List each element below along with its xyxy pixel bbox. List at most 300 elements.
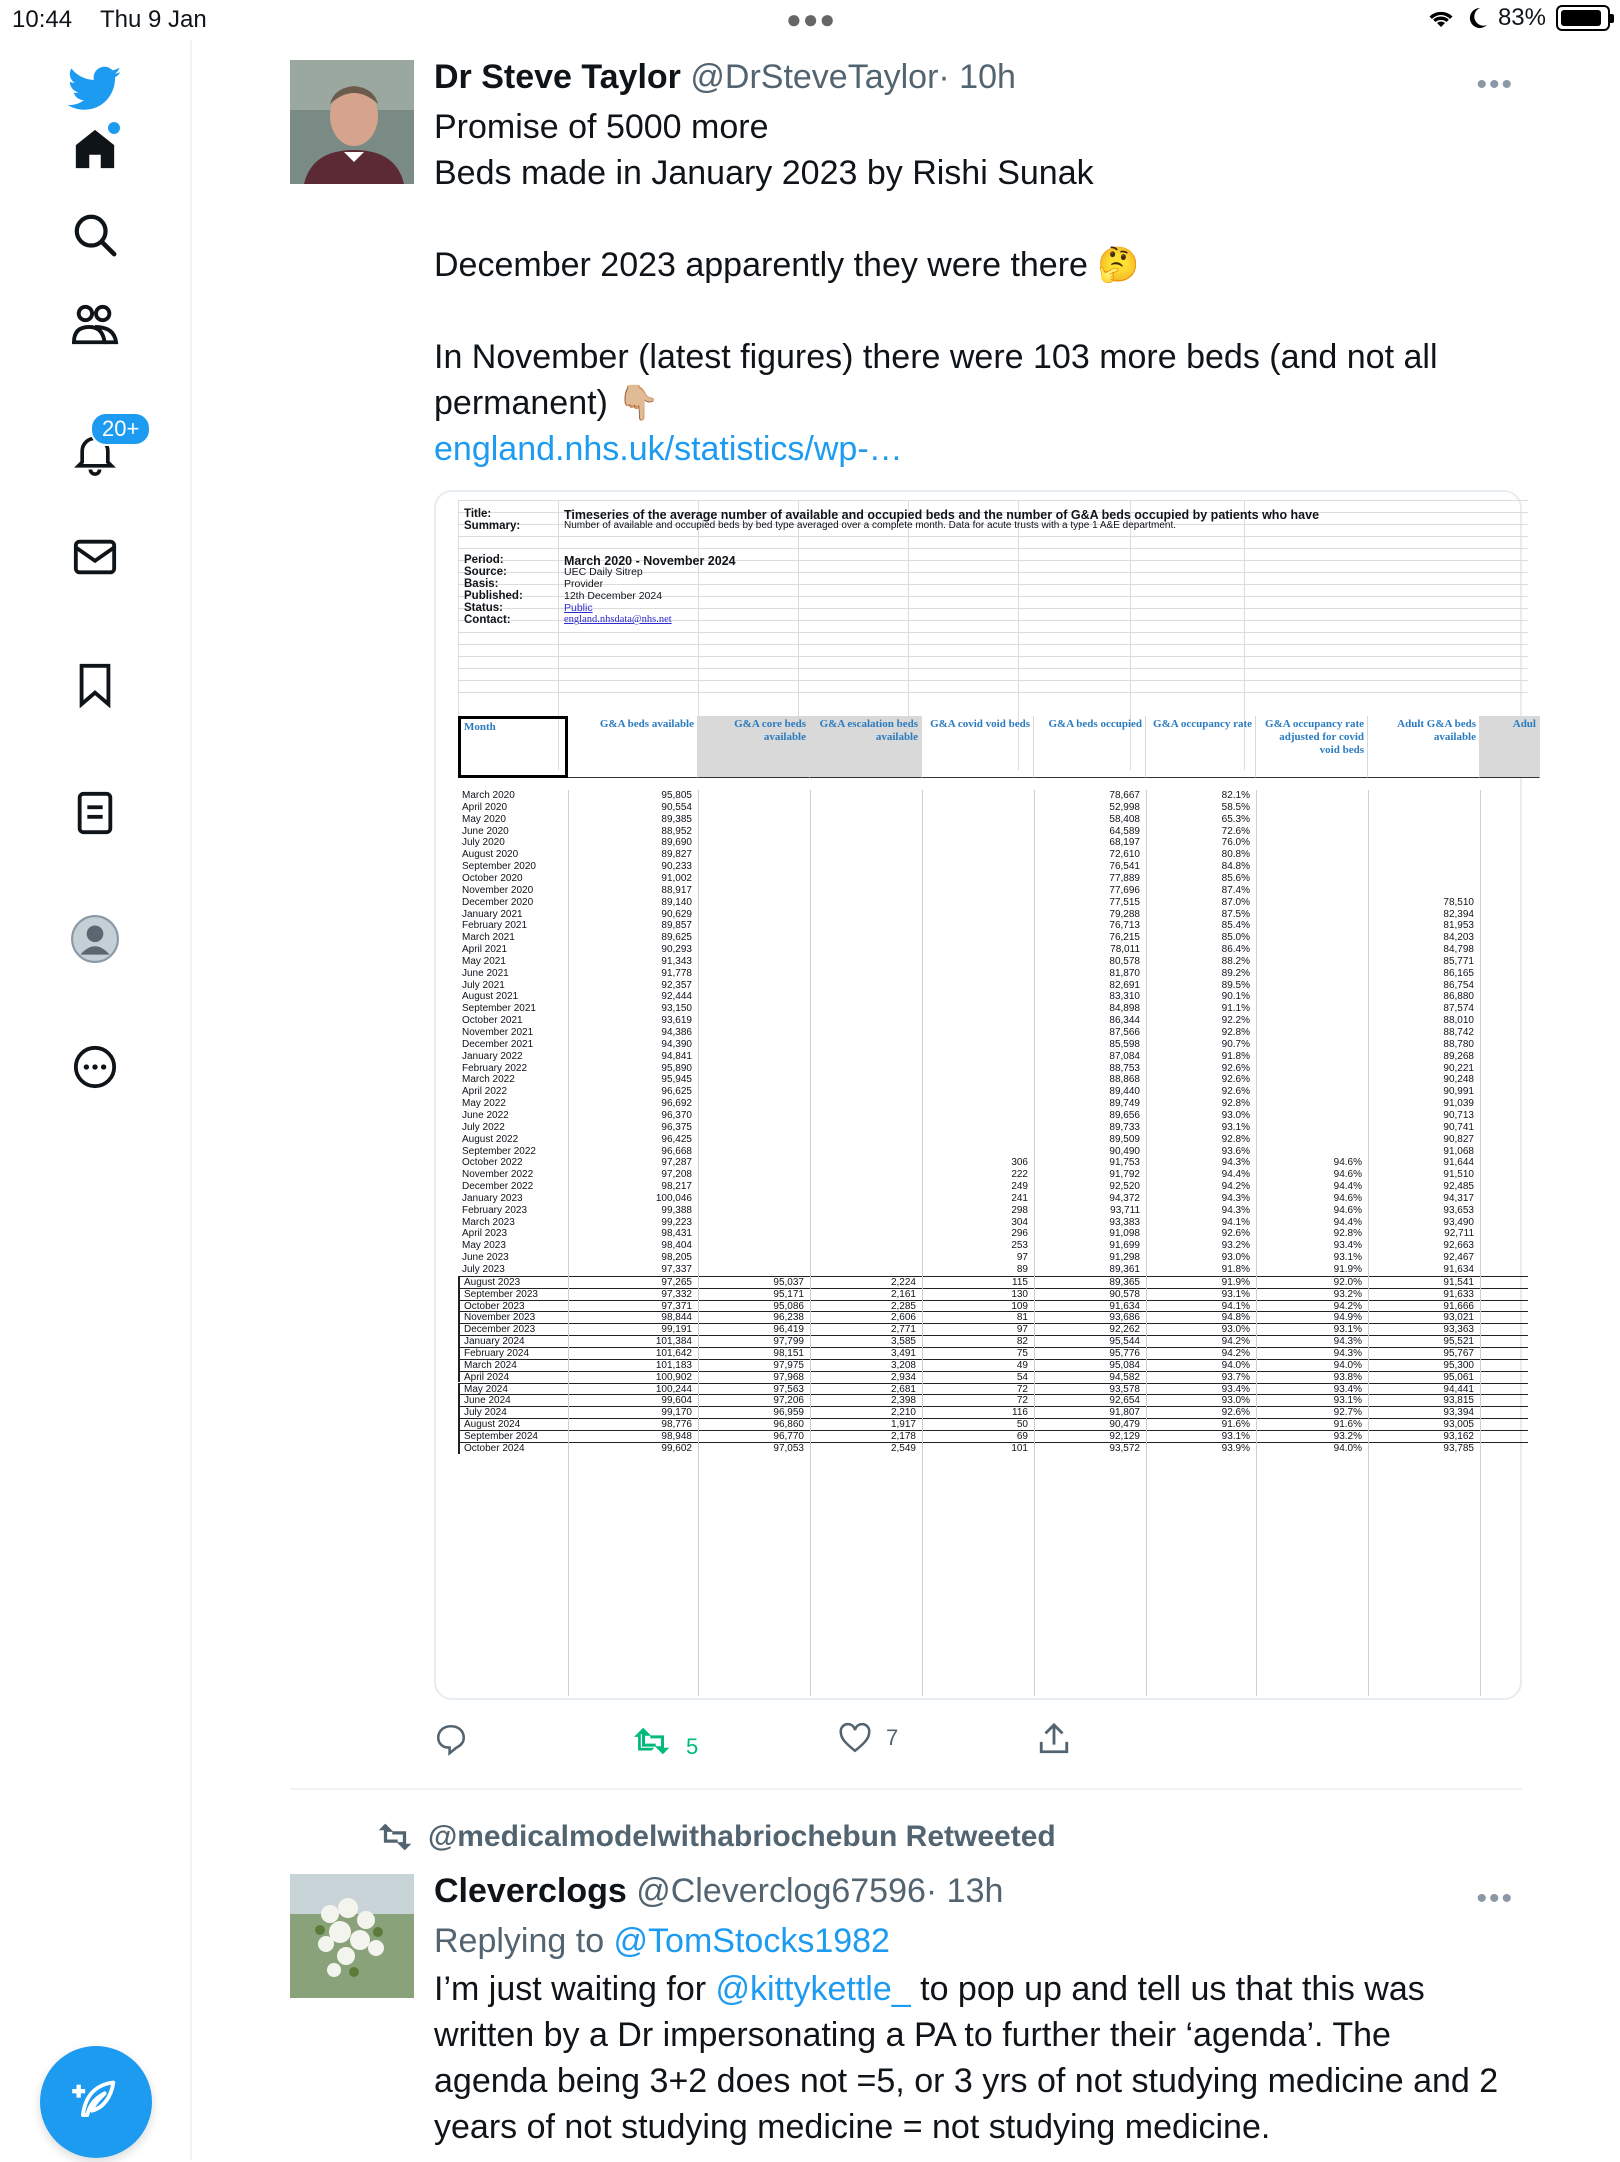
sheet-cell: 91,039 (1443, 1098, 1474, 1110)
sheet-cell: July 2022 (462, 1121, 505, 1133)
more-nav[interactable] (62, 1034, 128, 1100)
bookmark-icon (77, 662, 113, 708)
sheet-cell: February 2023 (462, 1204, 528, 1216)
sheet-cell: 3,208 (890, 1359, 916, 1371)
sheet-cell: 81 (1016, 1312, 1028, 1324)
communities-icon (70, 302, 120, 348)
sheet-cell: 99,388 (661, 1204, 692, 1216)
sheet-cell: January 2021 (462, 908, 523, 920)
tweet-text-part: I’m just waiting for (434, 1970, 716, 2008)
tweet-line: permanent) 👇🏼 (434, 384, 660, 422)
avatar[interactable] (290, 60, 414, 184)
sheet-meta-value: 12th December 2024 (564, 590, 663, 602)
sheet-cell: 87.5% (1221, 908, 1250, 920)
sheet-cell: May 2022 (462, 1098, 506, 1110)
sheet-cell: 90,479 (1109, 1419, 1140, 1431)
sheet-cell: 95,805 (661, 790, 692, 801)
sheet-cell: 84,798 (1443, 944, 1474, 956)
sheet-cell: December 2022 (462, 1181, 534, 1193)
sheet-cell: April 2024 (464, 1371, 510, 1383)
sheet-cell: 95,890 (661, 1062, 692, 1074)
sheet-cell: 91,699 (1109, 1240, 1140, 1252)
sheet-cell: 2,549 (890, 1442, 916, 1454)
tweet-time[interactable]: · 10h (938, 58, 1016, 96)
compose-tweet-button[interactable] (40, 2046, 152, 2158)
sheet-cell: October 2024 (464, 1442, 525, 1454)
sheet-column-header: Adult G&A beds available (1368, 716, 1480, 778)
sheet-cell: 82.1% (1221, 790, 1250, 801)
gridline (458, 656, 1528, 657)
share-button[interactable] (1038, 1722, 1070, 1756)
sheet-cell: 92,444 (661, 991, 692, 1003)
sheet-cell: 95,061 (1443, 1371, 1474, 1383)
sheet-meta-value: March 2020 - November 2024 (564, 554, 736, 568)
sheet-cell: April 2021 (462, 944, 508, 956)
sheet-cell: 93.6% (1221, 1145, 1250, 1157)
sheet-cell: May 2020 (462, 813, 506, 825)
sheet-cell: 93.8% (1333, 1371, 1362, 1383)
gridline (458, 500, 1528, 501)
sheet-cell: 92,654 (1109, 1395, 1140, 1407)
sheet-cell: 92.8% (1333, 1228, 1362, 1240)
sheet-cell: 90,248 (1443, 1074, 1474, 1086)
sheet-column-line (698, 790, 699, 1696)
sheet-column-line (1034, 790, 1035, 1696)
sheet-cell: 116 (1012, 1407, 1028, 1419)
sheet-cell: 90,629 (661, 908, 692, 920)
avatar[interactable] (290, 1874, 414, 1998)
sheet-cell: October 2020 (462, 872, 523, 884)
compose-feather-icon (70, 2076, 122, 2128)
sheet-cell: May 2023 (462, 1240, 506, 1252)
sheet-cell: March 2021 (462, 932, 515, 944)
sheet-cell: 2,178 (890, 1430, 916, 1442)
sheet-cell: 92,262 (1109, 1324, 1140, 1336)
sheet-cell: February 2021 (462, 920, 528, 932)
sheet-cell: 93.1% (1221, 1430, 1250, 1442)
gridline (458, 680, 1528, 681)
moon-icon (1466, 6, 1488, 30)
sheet-meta-key: Summary: (464, 520, 521, 532)
bookmarks-nav[interactable] (62, 652, 128, 718)
author-handle[interactable]: @Cleverclog67596 (636, 1872, 926, 1910)
sheet-cell: 68,197 (1109, 837, 1140, 849)
sheet-cell: 84,203 (1443, 932, 1474, 944)
sheet-cell: 1,917 (890, 1419, 916, 1431)
sheet-cell: 89,361 (1109, 1264, 1140, 1275)
sheet-cell: 91,634 (1443, 1264, 1474, 1275)
gridline (458, 644, 1528, 645)
more-circle-icon (72, 1044, 118, 1090)
status-bar (0, 0, 1620, 40)
sheet-cell: 79,288 (1109, 908, 1140, 920)
sheet-cell: 241 (1011, 1192, 1028, 1204)
sheet-cell: 95,521 (1443, 1336, 1474, 1348)
sheet-cell: 93.1% (1221, 1121, 1250, 1133)
like-count: 7 (886, 1725, 899, 1750)
sheet-cell: 76,541 (1109, 861, 1140, 873)
sheet-cell: 82 (1016, 1336, 1028, 1348)
sheet-cell: 90,713 (1443, 1109, 1474, 1121)
sheet-cell: 92.8% (1221, 1098, 1250, 1110)
like-button[interactable] (838, 1722, 898, 1754)
sheet-meta-value: UEC Daily Sitrep (564, 566, 643, 578)
sheet-cell: 93.1% (1333, 1395, 1362, 1407)
sheet-cell: 93,572 (1109, 1442, 1140, 1454)
replying-to (434, 1918, 890, 1964)
sheet-cell: 91,792 (1109, 1169, 1140, 1181)
status-right (1426, 4, 1610, 32)
sheet-cell: 97,287 (661, 1157, 692, 1169)
sheet-cell: 93.9% (1221, 1442, 1250, 1454)
replying-to-handle[interactable]: @TomStocks1982 (613, 1922, 890, 1960)
sheet-cell: June 2023 (462, 1252, 509, 1264)
sheet-cell: 83,310 (1109, 991, 1140, 1003)
heart-icon (838, 1722, 872, 1754)
sheet-cell: 2,606 (890, 1312, 916, 1324)
sheet-cell: 99,223 (661, 1216, 692, 1228)
sheet-cell: 92,467 (1443, 1252, 1474, 1264)
sheet-cell: 249 (1011, 1181, 1028, 1193)
sheet-cell: April 2023 (462, 1228, 508, 1240)
sheet-cell: 92,357 (661, 979, 692, 991)
sheet-cell: 95,544 (1109, 1336, 1140, 1348)
sheet-cell: June 2024 (464, 1395, 511, 1407)
sheet-cell: July 2021 (462, 979, 505, 991)
multitasking-dots-icon[interactable]: ●●● (786, 4, 837, 34)
sheet-cell: 90.1% (1221, 991, 1250, 1003)
sheet-cell: 94.3% (1221, 1192, 1250, 1204)
sheet-meta-key: Status: (464, 602, 503, 614)
sheet-cell: 89 (1016, 1264, 1028, 1275)
sheet-cell: 94,386 (661, 1027, 692, 1038)
sheet-cell: 81,870 (1109, 967, 1140, 979)
sheet-cell: 93.0% (1221, 1252, 1250, 1264)
sheet-cell: 78,667 (1109, 790, 1140, 801)
sheet-cell: 2,210 (890, 1407, 916, 1419)
sheet-cell: 90,578 (1109, 1288, 1140, 1300)
sheet-cell: 96,959 (773, 1407, 804, 1419)
sheet-cell: 88,780 (1443, 1038, 1474, 1050)
sheet-cell: October 2022 (462, 1157, 523, 1169)
sheet-cell: January 2022 (462, 1050, 523, 1062)
messages-nav[interactable] (62, 524, 128, 590)
sheet-cell: 87.0% (1221, 896, 1250, 908)
sheet-meta-value: Number of available and occupied beds by bed type averaged over a complete month. Data for acute trusts with a type 1 A&E department. (564, 520, 1177, 531)
sheet-cell: 80.8% (1221, 849, 1250, 861)
sheet-cell: 75 (1016, 1347, 1028, 1359)
sheet-cell: 94,372 (1109, 1192, 1140, 1204)
sheet-cell: 101,183 (655, 1359, 692, 1371)
sheet-cell: 3,585 (890, 1336, 916, 1348)
sheet-cell: 94,317 (1443, 1192, 1474, 1204)
sheet-cell: 99,170 (661, 1407, 692, 1419)
tweet-image-spreadsheet[interactable] (434, 490, 1536, 1700)
tweet-line: years of not studying medicine = not studying medicine. (434, 2108, 1271, 2146)
sheet-cell: 91,298 (1109, 1252, 1140, 1264)
sheet-cell: 98,948 (661, 1430, 692, 1442)
sheet-cell: 93,815 (1443, 1395, 1474, 1407)
sheet-cell: 90,827 (1443, 1133, 1474, 1145)
sheet-cell: 96,425 (661, 1133, 692, 1145)
notifications-badge: 20+ (90, 412, 151, 446)
sheet-cell: August 2023 (464, 1276, 521, 1288)
gridline (458, 536, 1528, 537)
sheet-column-line (922, 790, 923, 1696)
sheet-cell: 93,711 (1110, 1204, 1140, 1216)
sheet-cell: 89,509 (1109, 1133, 1140, 1145)
sheet-cell: 94.2% (1221, 1336, 1250, 1348)
tweet-divider (290, 1788, 1522, 1790)
sheet-cell: 92.6% (1221, 1228, 1250, 1240)
replying-to-label: Replying to (434, 1922, 614, 1960)
sheet-cell: 93.0% (1221, 1324, 1250, 1336)
sheet-cell: 64,589 (1109, 825, 1140, 837)
more-options-icon[interactable]: ••• (1476, 1882, 1514, 1915)
sheet-column-header: G&A escalation beds available (810, 716, 922, 778)
sheet-cell: 78,510 (1443, 896, 1474, 908)
author-name[interactable]: Cleverclogs (434, 1872, 627, 1910)
sheet-cell: 94.6% (1333, 1204, 1362, 1216)
sheet-cell: 89,440 (1109, 1086, 1140, 1098)
sheet-cell: April 2020 (462, 801, 508, 813)
sheet-cell: 86,344 (1109, 1015, 1140, 1027)
sheet-cell: 76,713 (1109, 920, 1140, 932)
sheet-meta-value: Timeseries of the average number of available and occupied beds and the number of G&A beds occupied by patients who have (564, 508, 1320, 522)
reply-button[interactable] (434, 1722, 482, 1756)
sheet-cell: 50 (1016, 1419, 1028, 1431)
sheet-cell: 130 (1011, 1288, 1028, 1300)
tweet-link[interactable]: england.nhs.uk/statistics/wp-… (434, 430, 903, 468)
sheet-cell: 93,394 (1443, 1407, 1474, 1419)
notifications-nav[interactable] (62, 416, 140, 486)
sheet-cell: 91.8% (1221, 1050, 1250, 1062)
sheet-cell: 49 (1016, 1359, 1028, 1371)
sheet-cell: 94,441 (1443, 1383, 1474, 1395)
sheet-cell: 94.8% (1221, 1312, 1250, 1324)
sheet-cell: 94.1% (1221, 1216, 1250, 1228)
sheet-cell: May 2021 (462, 955, 506, 967)
sheet-cell: 89,749 (1109, 1098, 1140, 1110)
sheet-cell: 95,084 (1109, 1359, 1140, 1371)
sheet-cell: January 2024 (464, 1336, 525, 1348)
tweet-header (434, 1872, 1003, 1911)
sheet-cell: 98,151 (773, 1347, 804, 1359)
tweet-time[interactable]: · 13h (925, 1872, 1004, 1910)
sheet-cell: 93.4% (1221, 1383, 1250, 1395)
sheet-cell: September 2020 (462, 861, 536, 873)
sheet-column-line (568, 790, 569, 1696)
sheet-cell: January 2023 (462, 1192, 523, 1204)
sheet-cell: 99,602 (661, 1442, 692, 1454)
lists-nav[interactable] (62, 780, 128, 846)
sheet-cell: December 2023 (464, 1324, 536, 1336)
author-handle[interactable]: @DrSteveTaylor (690, 58, 939, 96)
sheet-cell: December 2020 (462, 896, 534, 908)
sheet-cell: March 2024 (464, 1359, 517, 1371)
sheet-cell: 93.0% (1221, 1395, 1250, 1407)
home-nav[interactable] (62, 116, 128, 182)
tweet-line: In November (latest figures) there were 103 more beds (and not all (434, 338, 1438, 376)
sheet-meta-value: england.nhsdata@nhs.net (564, 614, 672, 625)
more-options-icon[interactable]: ••• (1476, 68, 1514, 101)
mention-link[interactable]: @kittykettle_ (715, 1970, 911, 2008)
sheet-cell: 96,692 (661, 1098, 692, 1110)
tweet-actions (434, 1722, 1534, 1762)
sheet-cell: 97,053 (773, 1442, 804, 1454)
tweet[interactable] (290, 1872, 1520, 2162)
sheet-cell: 88,868 (1109, 1074, 1140, 1086)
sheet-cell: 82,394 (1443, 908, 1474, 920)
sheet-cell: 89,140 (661, 896, 692, 908)
tweet-line: written by a Dr impersonating a PA to further their ‘agenda’. The (434, 2016, 1391, 2054)
sheet-cell: 93,162 (1443, 1430, 1474, 1442)
sheet-cell: 98,205 (661, 1252, 692, 1264)
sheet-cell: 90,741 (1443, 1121, 1474, 1133)
sheet-cell: 94,841 (661, 1050, 692, 1062)
sheet-cell: 98,776 (661, 1419, 692, 1431)
sheet-cell: 87.4% (1221, 884, 1250, 896)
sheet-cell: 89,385 (661, 813, 692, 825)
sheet-cell: 72.6% (1221, 825, 1250, 837)
sheet-cell: 89.5% (1221, 979, 1250, 991)
sheet-meta-key: Basis: (464, 578, 499, 590)
sheet-cell: March 2023 (462, 1216, 515, 1228)
sheet-cell: 109 (1011, 1300, 1028, 1312)
tweet-text (434, 1966, 1498, 2150)
sheet-cell: October 2023 (464, 1300, 525, 1312)
status-time: 10:44 (12, 6, 73, 33)
sheet-cell: 87,084 (1109, 1050, 1140, 1062)
sheet-cell: 100,902 (655, 1371, 692, 1383)
tweet-line: Beds made in January 2023 by Rishi Sunak (434, 154, 1094, 192)
search-nav[interactable] (62, 202, 128, 268)
sheet-cell: 95,767 (1443, 1347, 1474, 1359)
sheet-column-line (1146, 790, 1147, 1696)
sheet-cell: 306 (1011, 1157, 1028, 1169)
sheet-cell: 69 (1016, 1430, 1028, 1442)
sheet-cell: 90,293 (661, 944, 692, 956)
sheet-cell: 92.0% (1333, 1276, 1362, 1288)
sheet-cell: 92.6% (1221, 1062, 1250, 1074)
tweet-header (434, 58, 1016, 97)
sheet-cell: September 2022 (462, 1145, 536, 1157)
sheet-cell: 94.9% (1333, 1312, 1362, 1324)
sheet-cell: 88,010 (1443, 1015, 1474, 1027)
tweet-line: Promise of 5000 more (434, 108, 769, 146)
sheet-cell: 78,011 (1110, 944, 1140, 956)
sheet-cell: 98,431 (661, 1228, 692, 1240)
sheet-cell: 98,217 (661, 1181, 692, 1193)
sheet-cell: 222 (1011, 1169, 1028, 1181)
sheet-cell: 84,898 (1109, 1003, 1140, 1015)
sheet-cell: 101 (1011, 1442, 1028, 1454)
retweet-count: 5 (686, 1734, 699, 1759)
sheet-cell: 87,566 (1109, 1027, 1140, 1038)
sheet-cell: 296 (1011, 1228, 1028, 1240)
sheet-cell: 3,491 (890, 1347, 916, 1359)
sheet-cell: November 2023 (464, 1312, 536, 1324)
sheet-cell: 92.6% (1221, 1074, 1250, 1086)
sheet-cell: 2,681 (890, 1383, 916, 1395)
sheet-cell: 115 (1012, 1276, 1028, 1288)
sheet-cell: 72,610 (1109, 849, 1140, 861)
sheet-meta-key: Contact: (464, 614, 511, 626)
sheet-cell: 94.2% (1221, 1181, 1250, 1193)
sheet-cell: 92,711 (1444, 1228, 1474, 1240)
sheet-cell: August 2024 (464, 1419, 521, 1431)
lists-icon (75, 790, 115, 836)
sheet-cell: 2,934 (890, 1371, 916, 1383)
sheet-cell: October 2021 (462, 1015, 523, 1027)
sheet-cell: 97,208 (661, 1169, 692, 1181)
sheet-cell: 97,332 (661, 1288, 692, 1300)
sheet-cell: 87,574 (1443, 1003, 1474, 1015)
sheet-cell: December 2021 (462, 1038, 534, 1050)
sheet-cell: 94.4% (1333, 1181, 1362, 1193)
sheet-cell: 88,742 (1443, 1027, 1474, 1038)
sheet-cell: 94,582 (1109, 1371, 1140, 1383)
profile-icon (70, 914, 120, 964)
sheet-cell: March 2022 (462, 1074, 515, 1086)
sheet-cell: 95,086 (773, 1300, 804, 1312)
sheet-cell: April 2022 (462, 1086, 508, 1098)
sheet-cell: 96,370 (661, 1109, 692, 1121)
sheet-cell: 80,578 (1109, 955, 1140, 967)
sidebar (0, 40, 192, 2160)
author-name[interactable]: Dr Steve Taylor (434, 58, 681, 96)
sheet-cell: 72 (1016, 1383, 1028, 1395)
sheet-cell: 82,691 (1109, 979, 1140, 991)
sheet-column-line (810, 790, 811, 1696)
twitter-logo-icon[interactable] (62, 56, 128, 122)
sheet-cell: March 2020 (462, 790, 515, 801)
sheet-cell: 72 (1016, 1395, 1028, 1407)
sheet-column-line (1368, 790, 1369, 1696)
sheet-cell: 85.0% (1221, 932, 1250, 944)
sheet-cell: 93.7% (1221, 1371, 1250, 1383)
sheet-cell: 93.2% (1221, 1240, 1250, 1252)
sheet-cell: 89,733 (1109, 1121, 1140, 1133)
sheet-cell: 99,191 (661, 1324, 692, 1336)
sheet-cell: 98,844 (661, 1312, 692, 1324)
sheet-cell: 97,563 (773, 1383, 804, 1395)
sheet-cell: 92.6% (1221, 1086, 1250, 1098)
sheet-cell: September 2021 (462, 1003, 536, 1015)
sheet-cell: September 2023 (464, 1288, 538, 1300)
search-icon (72, 212, 118, 258)
retweet-button[interactable] (634, 1722, 698, 1760)
sheet-column-header: G&A beds available (568, 716, 698, 778)
sheet-cell: 91.6% (1333, 1419, 1362, 1431)
retweet-banner-text: @medicalmodelwithabriochebun Retweeted (428, 1820, 1056, 1853)
sheet-cell: 93,490 (1443, 1216, 1474, 1228)
retweet-banner[interactable] (376, 1820, 1056, 1854)
sheet-cell: 91.1% (1221, 1003, 1250, 1015)
communities-nav[interactable] (62, 292, 128, 358)
sheet-column-header: G&A covid void beds (922, 716, 1034, 778)
sheet-cell: 101,642 (655, 1347, 692, 1359)
sheet-meta-value: Public (564, 602, 593, 614)
sheet-cell: 86,165 (1443, 967, 1474, 979)
sheet-cell: 93.2% (1333, 1430, 1362, 1442)
sheet-cell: 88,917 (661, 884, 692, 896)
sheet-cell: 86.4% (1221, 944, 1250, 956)
sheet-cell: August 2021 (462, 991, 519, 1003)
sheet-cell: 81,953 (1443, 920, 1474, 932)
profile-nav[interactable] (62, 906, 128, 972)
sheet-cell: 97,968 (773, 1371, 804, 1383)
